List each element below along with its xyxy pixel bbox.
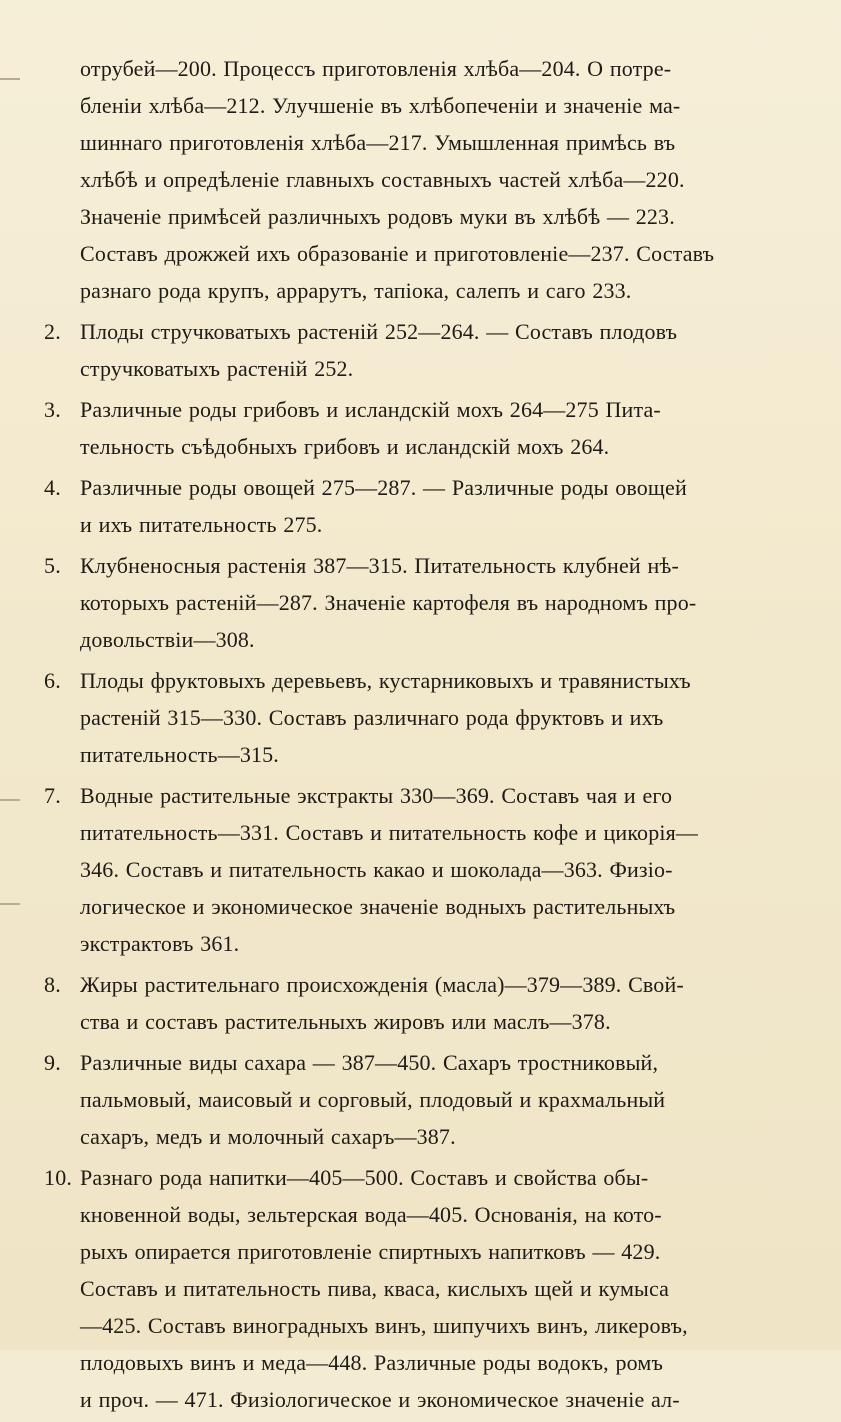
text-line: шиннаго приготовленія хлѣба—217. Умышленная примѣсь въ (80, 130, 676, 155)
text-line: питательность—315. (80, 742, 279, 767)
text-line: Различные виды сахара — 387—450. Сахаръ тростниковый, (80, 1050, 659, 1075)
text-line: хлѣбѣ и опредѣленіе главныхъ составныхъ частей хлѣба—220. (80, 167, 685, 192)
text-line: Водные растительные экстракты 330—369. Составъ чая и его (80, 783, 673, 808)
text-line: Разнаго рода напитки—405—500. Составъ и свойства обы- (80, 1165, 649, 1190)
entry-number: 5. (44, 553, 61, 578)
text-line: Составъ дрожжей ихъ образованіе и приготовленіе—237. Составъ (80, 241, 715, 266)
entry-text (80, 469, 774, 543)
entry-number: 9. (44, 1050, 61, 1075)
entry-number: 3. (44, 397, 61, 422)
text-line: Значеніе примѣсей различныхъ родовъ муки въ хлѣбѣ — 223. (80, 204, 675, 229)
toc-entry (44, 547, 774, 658)
text-line: плодовыхъ винъ и меда—448. Различные роды водокъ, ромъ (80, 1350, 663, 1375)
text-line: и ихъ питательность 275. (80, 512, 323, 537)
entry-number: 2. (44, 319, 61, 344)
text-line: Плоды стручковатыхъ растеній 252—264. — Составъ плодовъ (80, 319, 678, 344)
edge-mark (0, 78, 20, 80)
entry-text (80, 1159, 774, 1418)
text-line: пальмовый, маисовый и сорговый, плодовый и крахмальный (80, 1087, 666, 1112)
text-line: Составъ и питательность пива, кваса, кислыхъ щей и кумыса (80, 1276, 670, 1301)
text-line: логическое и экономическое значеніе водныхъ растительныхъ (80, 894, 676, 919)
text-line: Различные роды грибовъ и исландскій мохъ 264—275 Пита- (80, 397, 661, 422)
toc-entry (44, 1159, 774, 1418)
entry-number: 6. (44, 668, 61, 693)
text-line: экстрактовъ 361. (80, 931, 240, 956)
entry-number: 8. (44, 972, 61, 997)
text-line: довольствіи—308. (80, 627, 255, 652)
toc-entry (44, 1044, 774, 1155)
entry-number: 10. (44, 1165, 73, 1190)
text-line: отрубей—200. Процессъ приготовленія хлѣба—204. О потре- (80, 56, 672, 81)
text-line: Плоды фруктовыхъ деревьевъ, кустарниковыхъ и травянистыхъ (80, 668, 691, 693)
entry-text (80, 1044, 774, 1155)
text-line: которыхъ растеній—287. Значеніе картофеля въ народномъ про- (80, 590, 697, 615)
text-line: тельность съѣдобныхъ грибовъ и исландскій мохъ 264. (80, 434, 610, 459)
text-line: рыхъ опирается приготовленіе спиртныхъ напитковъ — 429. (80, 1239, 661, 1264)
text-line: Клубненосныя растенія 387—315. Питательность клубней нѣ- (80, 553, 679, 578)
text-line: питательность—331. Составъ и питательность кофе и цикорія— (80, 820, 699, 845)
edge-mark (0, 799, 20, 801)
entry-text (80, 50, 774, 309)
text-line: сахаръ, медъ и молочный сахаръ—387. (80, 1124, 456, 1149)
entry-text (80, 966, 774, 1040)
toc-entry (44, 469, 774, 543)
toc-entry (44, 777, 774, 962)
table-of-contents-text (44, 50, 774, 1422)
edge-mark (0, 903, 20, 905)
text-line: стручковатыхъ растеній 252. (80, 356, 354, 381)
text-line: растеній 315—330. Составъ различнаго рода фруктовъ и ихъ (80, 705, 664, 730)
text-line: кновенной воды, зельтерская вода—405. Основанія, на кото- (80, 1202, 662, 1227)
text-line: Жиры растительнаго происхожденія (масла)—379—389. Свой- (80, 972, 684, 997)
entry-text (80, 391, 774, 465)
toc-entry (44, 662, 774, 773)
text-line: и проч. — 471. Физіологическое и экономическое значеніе ал- (80, 1387, 680, 1412)
toc-entry (44, 391, 774, 465)
text-line: Различные роды овощей 275—287. — Различные роды овощей (80, 475, 687, 500)
entry-text (80, 662, 774, 773)
entry-text (80, 547, 774, 658)
toc-entry (44, 313, 774, 387)
text-line: бленіи хлѣба—212. Улучшеніе въ хлѣбопеченіи и значеніе ма- (80, 93, 681, 118)
text-line: —425. Составъ виноградныхъ винъ, шипучихъ винъ, ликеровъ, (80, 1313, 688, 1338)
toc-entry (44, 50, 774, 309)
text-line: разнаго рода крупъ, аррарутъ, тапіока, салепъ и саго 233. (80, 278, 632, 303)
entry-text (80, 777, 774, 962)
entry-text (80, 313, 774, 387)
text-line: 346. Составъ и питательность какао и шоколада—363. Физіо- (80, 857, 673, 882)
entry-number: 4. (44, 475, 61, 500)
text-line: ства и составъ растительныхъ жировъ или маслъ—378. (80, 1009, 611, 1034)
entry-number: 7. (44, 783, 61, 808)
toc-entry (44, 966, 774, 1040)
